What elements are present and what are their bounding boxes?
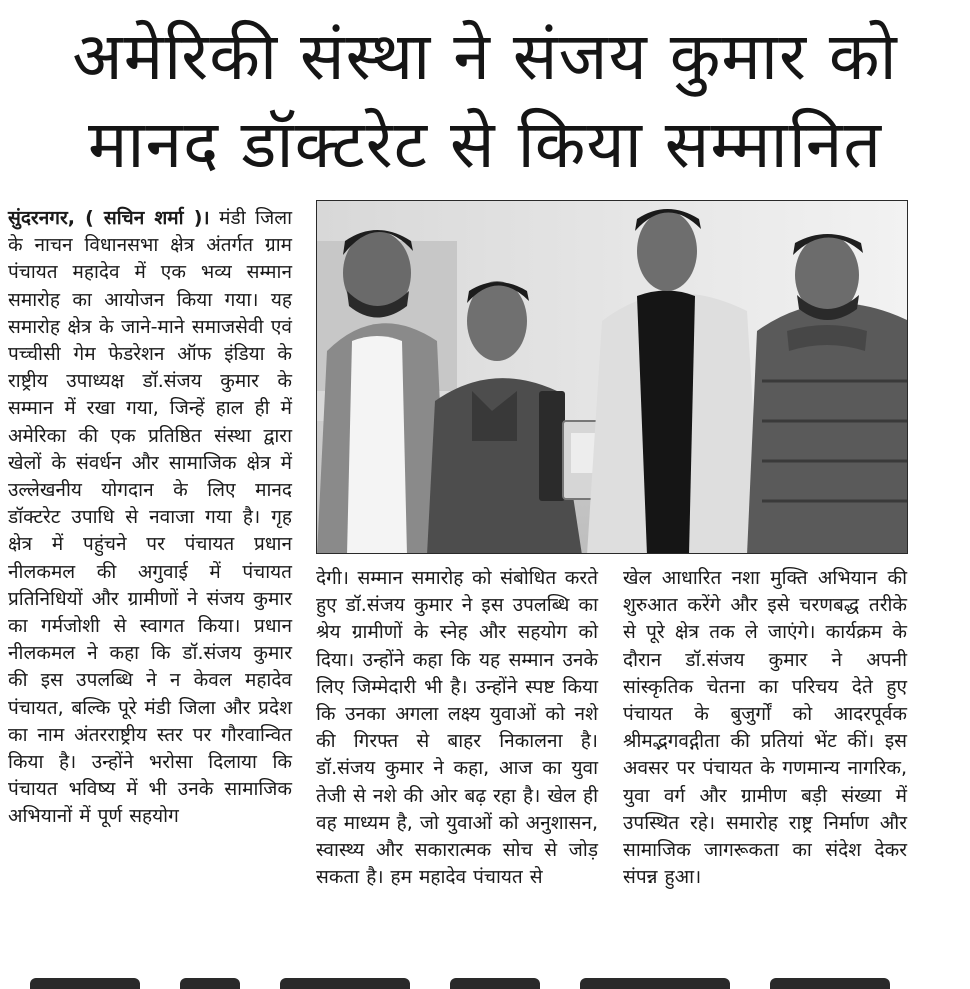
column-1-text: मंडी जिला के नाचन विधानसभा क्षेत्र अंतर्गत ग्राम पंचायत महादेव में एक भव्य सम्मान समारोह का आयोजन किया गया। यह समारोह क्षेत्र के जाने-माने समाजसेवी एवं पच्चीसी गेम फेडरेशन ऑफ इंडिया के राष्ट्रीय उपाध्यक्ष डॉ.संजय कुमार के सम्मान में रखा गया, जिन्हें हाल ही में अमेरिका की एक प्रतिष्ठित संस्था द्वारा खेलों के संवर्धन और सामाजिक क्षेत्र में उल्लेखनीय योगदान के लिए मानद डॉक्टरेट उपाधि से नवाजा गया है। गृह क्षेत्र में पहुंचने पर पंचायत प्रधान नीलकमल की अगुवाई में पंचायत प्रतिनिधियों और ग्रामीणों ने संजय कुमार का गर्मजोशी से स्वागत किया। प्रधान नीलकमल ने कहा कि डॉ.संजय कुमार की इस उपलब्धि ने न केवल महादेव पंचायत, बल्कि पूरे मंडी जिला और प्रदेश का नाम अंतरराष्ट्रीय स्तर पर गौरवान्वित किया है। उन्होंने भरोसा दिलाया कि पंचायत भविष्य में भी उनके सामाजिक अभियानों में पूर्ण सहयोग [8, 207, 292, 828]
article-column-2 [316, 565, 598, 891]
next-headline-cropped [0, 968, 970, 989]
column-2-text: देगी। सम्मान समारोह को संबोधित करते हुए डॉ.संजय कुमार ने इस उपलब्धि का श्रेय ग्रामीणों के स्नेह और सहयोग को दिया। उन्होंने कहा कि यह सम्मान उनके लिए जिम्मेदारी भी है। उन्होंने स्पष्ट किया कि उनका अगला लक्ष्य युवाओं को नशे की गिरफ्त से बाहर निकालना है। डॉ.संजय कुमार ने कहा, आज का युवा तेजी से नशे की ओर बढ़ रहा है। खेल ही वह माध्यम है, जो युवाओं को अनुशासन, स्वास्थ्य और सकारात्मक सोच से जोड़ सकता है। हम महादेव पंचायत से [316, 567, 598, 889]
column-3-text: खेल आधारित नशा मुक्ति अभियान की शुरुआत करेंगे और इसे चरणबद्ध तरीके से पूरे क्षेत्र तक ले जाएंगे। कार्यक्रम के दौरान डॉ.संजय कुमार ने अपनी सांस्कृतिक चेतना का परिचय देते हुए पंचायत के बुजुर्गों को आदरपूर्वक श्रीमद्भगवद्गीता की प्रतियां भेंट कीं। इस अवसर पर पंचायत के गणमान्य नागरिक, युवा वर्ग और ग्रामीण बड़ी संख्या में उपस्थित रहे। समारोह राष्ट्र निर्माण और सामाजिक जागरूकता का संदेश देकर संपन्न हुआ। [623, 567, 907, 889]
photo-illustration [317, 201, 908, 554]
article-column-1 [8, 205, 292, 831]
news-photo [316, 200, 908, 554]
byline: सुंदरनगर, ( सचिन शर्मा )। [8, 207, 210, 229]
headline-line-1: अमेरिकी संस्था ने संजय कुमार को [72, 18, 898, 95]
headline-line-2: मानद डॉक्टरेट से किया सम्मानित [87, 106, 883, 183]
article-column-3 [623, 565, 907, 891]
